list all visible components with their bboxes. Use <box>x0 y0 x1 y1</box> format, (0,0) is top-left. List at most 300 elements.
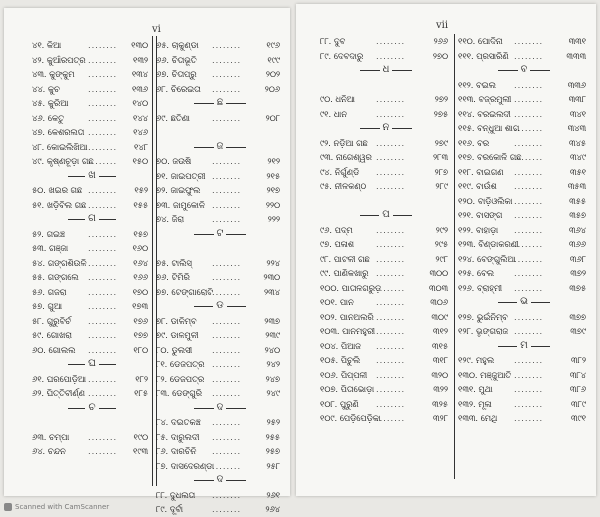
leader-dots: ........ <box>212 460 242 471</box>
entry-title: ୧୧୯. ବାଉଁଶ <box>458 181 497 191</box>
entry-page-number: ୨୧୫ <box>266 170 280 181</box>
leader-dots: ........ <box>212 54 242 65</box>
entry-page-number: ୨୩୪ <box>264 286 280 297</box>
entry-page-number: ୩୦୯ <box>431 311 448 322</box>
entry-page-number: ୨୩୭ <box>264 315 280 326</box>
entry-page-number: ୨୯୮ <box>435 253 448 264</box>
index-entry <box>32 140 152 155</box>
leader-dots: ........ <box>376 94 406 104</box>
leader-dots: ........ <box>88 301 118 311</box>
leader-dots: ........ <box>88 286 118 297</box>
index-entry <box>156 53 284 68</box>
index-entry <box>32 343 152 358</box>
entry-page-number: ୩୫୭ <box>569 210 586 220</box>
index-entry <box>458 382 590 397</box>
leader-dots: ........ <box>212 83 242 94</box>
entry-page-number: ୨୧୨ <box>267 156 280 166</box>
index-entry <box>458 397 590 412</box>
leader-dots: ........ <box>212 504 242 514</box>
leader-dots: ........ <box>212 315 242 326</box>
index-entry <box>156 343 284 358</box>
leader-dots: ........ <box>212 446 242 456</box>
leader-dots: ........ <box>514 239 544 249</box>
entry-page-number: ୨୦୬ <box>264 83 280 94</box>
leader-dots: ........ <box>88 272 118 282</box>
section-letter-divider <box>156 140 284 155</box>
index-entry <box>458 324 590 339</box>
entry-title: ୫୬. ଗଜରା <box>32 286 67 297</box>
leader-dots: ........ <box>88 199 118 210</box>
entry-title: ୧୨୮. ଭୃଙ୍ଗରାଜ <box>458 326 509 336</box>
index-entry <box>156 502 284 517</box>
index-entry <box>458 165 590 180</box>
index-entry <box>320 34 452 49</box>
index-entry <box>32 285 152 300</box>
entry-page-number: ୩୭୯ <box>570 326 586 336</box>
leader-dots: ........ <box>212 359 242 369</box>
entry-page-number: ୧୯୬ <box>266 40 280 50</box>
entry-page-number: ୧୬୬ <box>133 272 148 282</box>
entry-title: ୫୮. ଗୁରୁବିର୍ଚ <box>32 315 72 326</box>
leader-dots: ........ <box>514 311 544 322</box>
leader-dots: ........ <box>376 369 406 380</box>
entry-title: ୭୩. ଜାମୁକୋଳି <box>156 199 205 210</box>
index-entry <box>32 256 152 271</box>
index-entry <box>458 223 590 238</box>
entry-page-number: ୧୪୪ <box>133 112 148 123</box>
index-entry <box>458 208 590 223</box>
entry-title: ୧୩୨. ମୂଳା <box>458 398 492 409</box>
index-entry <box>320 237 452 252</box>
entry-title: ୮୬. ଦାରଚିନି <box>156 446 197 456</box>
entry-title: ୫୦. ଖଇର ଗଛ <box>32 185 83 195</box>
section-letter-divider <box>458 295 590 310</box>
leader-dots: ........ <box>514 326 544 336</box>
leader-dots: ........ <box>88 83 118 94</box>
index-entry <box>320 179 452 194</box>
entry-title: ୧୨୪. ବେଙ୍ଗୁଲିଆ <box>458 253 516 264</box>
leader-dots: ........ <box>376 239 406 249</box>
leader-dots: ........ <box>376 181 406 191</box>
entry-title: ୧୨୨. ବାହାଡ଼ା <box>458 224 499 235</box>
leader-dots: ........ <box>212 199 242 210</box>
entry-page-number: ୧୭୩ <box>132 301 148 311</box>
entry-title: ୪୧. କିଆ <box>32 40 62 50</box>
entry-title: ୭୮. ଡାଳିମ୍ବ <box>156 315 197 326</box>
entry-page-number: ୧୪୬ <box>133 127 148 137</box>
leader-dots: ........ <box>376 137 406 148</box>
entry-page-number: ୩୨୮ <box>433 413 448 423</box>
entry-title: ୭୫. ଟାଲିସ୍ <box>156 257 192 268</box>
index-entry <box>32 299 152 314</box>
leader-dots: ........ <box>376 268 406 278</box>
entry-title: ୧୧୭. ବରକୋଳି ଗଛ <box>458 152 522 162</box>
index-entry <box>156 198 284 213</box>
section-letter: ଘ <box>85 358 99 369</box>
leader-dots: ........ <box>212 69 242 79</box>
index-entry <box>320 136 452 151</box>
section-letter: ବ <box>518 64 531 75</box>
entry-title: ୧୦୧. ପାନ <box>320 297 354 307</box>
section-letter-divider <box>32 169 152 184</box>
section-letter-divider <box>320 63 452 78</box>
entry-title: ୪୩. କୁଙ୍କୁମ <box>32 69 75 79</box>
index-entry <box>458 150 590 165</box>
entry-title: ୫୯. ଗୋଖରା <box>32 330 72 340</box>
entry-title: ୬୪. ଚନ୍ଦନ <box>32 446 66 456</box>
entry-title: ୫୫. ଗଙ୍ଗଲେ <box>32 272 79 282</box>
leader-dots: ........ <box>514 398 544 409</box>
index-entry <box>156 212 284 227</box>
index-entry <box>156 314 284 329</box>
index-entry <box>458 237 590 252</box>
entry-page-number: ୩୧୨ <box>433 326 448 336</box>
index-entry <box>458 49 590 64</box>
entry-page-number: ୩୬୪ <box>568 224 586 235</box>
entry-title: ୬୩. ଚମ୍ପା <box>32 431 70 442</box>
entry-title: ୪୭. କେଶରଲତା <box>32 127 85 137</box>
entry-page-number: ୧୮୫ <box>134 388 148 398</box>
entry-page-number: ୨୨୦ <box>265 199 280 210</box>
leader-dots: ........ <box>212 170 242 181</box>
entry-page-number: ୨୪୦ <box>264 344 280 355</box>
section-letter: ଜ <box>214 141 227 152</box>
entry-page-number: ୨୯୨ <box>435 224 448 235</box>
entry-title: ୭୭. ଟେଙ୍ଗାରୋଟି <box>156 286 213 297</box>
entry-title: ୯୮. ପାଟଳୀ ଗଛ <box>320 253 370 264</box>
index-entry <box>156 415 284 430</box>
entry-title: ୧୧୩. ବଜ୍ରମୁଲୀ <box>458 94 512 104</box>
entry-title: ୯୩. ନାଗେଶ୍ୱର <box>320 152 372 162</box>
entry-page-number: ୩୭୨ <box>570 268 586 278</box>
entry-title: ୪୯. କୃଷ୍ଣଚୂଡ଼ା ଗଛ <box>32 156 94 166</box>
entry-title: ୧୨୯. ମହୁଲ <box>458 355 495 365</box>
entry-page-number: ୩୦୩ <box>428 282 448 293</box>
entry-page-number: ୨୬୪ <box>265 504 280 514</box>
index-entry <box>320 107 452 122</box>
entry-title: ୯୫. ନୀଳକଣ୍ଠ <box>320 181 367 191</box>
entry-title: ୮୭. ଦାସଦେରଣ୍ଡା <box>156 460 215 471</box>
index-entry <box>156 488 284 503</box>
leader-dots: ........ <box>514 79 544 90</box>
leader-dots: ........ <box>514 282 544 293</box>
leader-dots: ........ <box>212 40 242 50</box>
index-entry <box>458 281 590 296</box>
section-letter-divider <box>458 339 590 354</box>
leader-dots: ........ <box>514 137 544 148</box>
index-entry <box>320 397 452 412</box>
index-entry <box>320 310 452 325</box>
index-entry <box>156 357 284 372</box>
entry-title: ୧୦୭. ପିତାଭୋଡ଼ା <box>320 384 375 394</box>
index-entry <box>156 169 284 184</box>
entry-title: ୧୧୮. ବାଇଗଣ <box>458 166 504 177</box>
entry-title: ୧୨୧. ବାସଙ୍ଗ <box>458 210 503 220</box>
page-number: vii <box>436 20 449 31</box>
leader-dots: ........ <box>88 344 118 355</box>
index-entry <box>156 154 284 169</box>
leader-dots: ........ <box>88 228 118 239</box>
index-entry <box>458 179 590 194</box>
leader-dots: ........ <box>514 166 544 177</box>
leader-dots: ........ <box>212 185 242 195</box>
entry-title: ୪୪. କୁଚ <box>32 83 60 94</box>
entry-title: ୬୮. ଚିରେଇତା <box>156 83 201 94</box>
entry-page-number: ୩୨୨ <box>433 384 448 394</box>
index-entry <box>458 194 590 209</box>
section-letter-divider <box>156 227 284 242</box>
entry-page-number: ୧୬୪ <box>133 257 148 268</box>
entry-page-number: ୩୩୧ <box>568 36 586 46</box>
section-letter-divider <box>32 212 152 227</box>
index-entry <box>320 252 452 267</box>
index-entry <box>32 372 152 387</box>
section-letter: ଧ <box>380 64 393 75</box>
leader-dots: ........ <box>376 253 406 264</box>
entry-page-number: ୨୬୬ <box>433 36 448 46</box>
entry-page-number: ୨୩୦ <box>263 272 280 282</box>
leader-dots: ........ <box>376 311 406 322</box>
entry-page-number: ୧୫୭ <box>133 228 148 239</box>
leader-dots: ........ <box>514 152 544 162</box>
entry-title: ୧୨୫. ବେଲ <box>458 268 494 278</box>
entry-title: ୮୪. ଦଇତକଞ୍ଚ <box>156 417 201 427</box>
entry-title: ୧୧୧. ପ୍ରସାରିଣି <box>458 50 509 61</box>
entry-page-number: ୩୩୩ <box>566 50 586 61</box>
entry-title: ୮୩. ଡେଙ୍ଗୁରି <box>156 388 202 398</box>
right-page <box>296 4 596 496</box>
entry-page-number: ୨୪୭ <box>265 373 280 384</box>
index-entry <box>156 285 284 300</box>
leader-dots: ........ <box>212 344 242 355</box>
leader-dots: ........ <box>514 413 544 423</box>
section-letter-divider <box>156 299 284 314</box>
blank-row <box>32 415 152 430</box>
index-entry <box>32 270 152 285</box>
entry-title: ୧୨୩. ବିଣ୍ଡାକରଣୀ <box>458 239 519 249</box>
leader-dots: ........ <box>88 98 118 108</box>
section-letter: ଛ <box>214 97 226 108</box>
index-entry <box>32 96 152 111</box>
entry-page-number: ୩୨୫ <box>432 398 448 409</box>
index-entry <box>32 227 152 242</box>
entry-page-number: ୨୭୨ <box>434 94 448 104</box>
entry-title: ୯୦. ଧନିଆ <box>320 94 355 104</box>
leader-dots: ........ <box>88 330 118 340</box>
entry-page-number: ୨୩୯ <box>265 330 280 340</box>
leader-dots: ........ <box>212 214 242 224</box>
entry-page-number: ୩୬୬ <box>569 239 586 249</box>
entry-page-number: ୩୩୮ <box>568 94 586 104</box>
entry-title: ୧୦୫. ପିଚୁଲି <box>320 355 361 365</box>
entry-page-number: ୨୪୨ <box>266 359 280 369</box>
entry-title: ୧୧୪. ବରଇଲଦୀ <box>458 108 511 119</box>
entry-title: ୧୩୩. ମେଥି <box>458 413 498 423</box>
section-letter-divider <box>156 96 284 111</box>
index-entry <box>320 339 452 354</box>
leader-dots: ........ <box>212 489 242 500</box>
entry-page-number: ୩୭୫ <box>569 282 586 293</box>
entry-title: ୮୫. ଦାରୁଲଦୀ <box>156 431 200 442</box>
index-entry <box>458 252 590 267</box>
leader-dots: ........ <box>88 69 118 79</box>
index-entry <box>156 372 284 387</box>
entry-title: ୫୩. ଗଞ୍ଜା <box>32 243 69 253</box>
entry-title: ୭୦. ଜଉଷି <box>156 156 192 166</box>
index-entry <box>458 368 590 383</box>
index-entry <box>156 270 284 285</box>
leader-dots: ........ <box>88 388 118 398</box>
index-column <box>320 34 452 426</box>
leader-dots: ........ <box>514 36 544 46</box>
leader-dots: ........ <box>88 373 118 384</box>
blank-row <box>156 125 284 140</box>
leader-dots: ........ <box>514 195 544 206</box>
entry-title: ୧୨୬. ବ୍ରାହ୍ମୀ <box>458 282 503 293</box>
index-entry <box>320 411 452 426</box>
leader-dots: ........ <box>376 152 406 162</box>
entry-page-number: ୧୫୨ <box>134 185 148 195</box>
index-entry <box>156 386 284 401</box>
entry-title: ୬୧. ଘରପୋଡ଼ିଆ <box>32 373 86 384</box>
index-entry <box>320 324 452 339</box>
entry-page-number: ୩୪୩ <box>567 123 586 133</box>
index-column <box>32 38 152 459</box>
entry-title: ୮୨. ଡେଜପତ୍ର <box>156 373 205 384</box>
index-entry <box>156 256 284 271</box>
entry-page-number: ୨୭୯ <box>434 137 448 148</box>
entry-title: ୯୭. ପଳାଶ <box>320 239 354 249</box>
entry-title: ୭୨. ଜାଇଫୁଲ <box>156 185 201 195</box>
leader-dots: ........ <box>88 257 118 268</box>
entry-page-number: ୨୫୫ <box>265 431 280 442</box>
index-entry <box>458 310 590 325</box>
leader-dots: ........ <box>514 224 544 235</box>
entry-title: ୭୧. ଜାଇପତ୍ରୀ <box>156 170 206 181</box>
index-entry <box>458 92 590 107</box>
index-column <box>458 34 590 426</box>
entry-page-number: ୨୪୯ <box>266 388 280 398</box>
leader-dots: ........ <box>376 108 406 119</box>
index-entry <box>32 125 152 140</box>
entry-title: ୫୪. ଗଙ୍ଗଶିଉଳି <box>32 257 87 268</box>
leader-dots: ........ <box>514 123 544 133</box>
index-entry <box>320 49 452 64</box>
entry-page-number: ୩୫୩ <box>567 181 586 191</box>
entry-page-number: ୨୨୨ <box>267 214 280 224</box>
entry-page-number: ୧୬୦ <box>132 243 148 253</box>
leader-dots: ........ <box>376 413 406 423</box>
entry-page-number: ୨୫୭ <box>265 446 280 456</box>
section-letter-divider <box>156 401 284 416</box>
entry-title: ୪୮. କୋଇଲିଖିଆ <box>32 141 88 152</box>
index-entry <box>32 53 152 68</box>
entry-page-number: ୧୩୬ <box>131 83 148 94</box>
leader-dots: ........ <box>88 185 118 195</box>
index-entry <box>32 386 152 401</box>
index-entry <box>32 82 152 97</box>
index-entry <box>320 266 452 281</box>
leader-dots: ........ <box>514 369 544 380</box>
leader-dots: ........ <box>376 355 406 365</box>
section-letter: ଟ <box>214 228 227 239</box>
entry-title: ୮୮. ଦୁଧଲତା <box>156 489 196 500</box>
index-entry <box>32 183 152 198</box>
entry-page-number: ୨୧୭ <box>266 185 280 195</box>
entry-title: ୭୪. ଜିରା <box>156 214 185 224</box>
leader-dots: ........ <box>88 446 118 456</box>
entry-page-number: ୧୩୨ <box>133 54 148 65</box>
entry-page-number: ୨୦୮ <box>265 112 280 123</box>
entry-title: ୪୨. କୁଆଁରପତ୍ର <box>32 54 86 65</box>
scanner-watermark <box>4 503 109 511</box>
entry-title: ୧୦୪. ପିଆଜ <box>320 340 361 351</box>
entry-title: ୮୧. ଡେଜପତ୍ର <box>156 359 205 369</box>
leader-dots: ........ <box>88 141 118 152</box>
entry-title: ୧୧୦. ପୋଦିନା <box>458 36 503 46</box>
entry-title: ୬୫. ଚାକୁଣ୍ଡା <box>156 40 199 50</box>
leader-dots: ........ <box>212 112 242 123</box>
section-letter-divider <box>32 357 152 372</box>
index-entry <box>156 67 284 82</box>
section-letter: ଖ <box>85 170 98 181</box>
column-divider <box>454 34 455 479</box>
index-entry <box>156 111 284 126</box>
entry-title: ୧୨୦. ବାଡ଼ିଓଲିକା <box>458 195 513 206</box>
entry-title: ୧୦୮. ପୁରୁଣି <box>320 398 359 409</box>
section-letter-divider <box>32 401 152 416</box>
leader-dots: ........ <box>88 112 118 123</box>
leader-dots: ........ <box>212 272 242 282</box>
entry-title: ୧୩୦. ମଞ୍ଜୁଆତି <box>458 369 512 380</box>
leader-dots: ........ <box>212 388 242 398</box>
entry-title: ୧୧୨. ବଇଲ <box>458 79 496 90</box>
entry-page-number: ୩୧୫ <box>431 340 448 351</box>
entry-page-number: ୩୪୫ <box>568 137 586 148</box>
index-entry <box>32 67 152 82</box>
entry-page-number: ୨୫୨ <box>266 417 280 427</box>
index-entry <box>32 314 152 329</box>
index-entry <box>156 430 284 445</box>
index-entry <box>320 281 452 296</box>
entry-page-number: ୩୩୬ <box>567 79 586 90</box>
section-letter-divider <box>320 208 452 223</box>
leader-dots: ........ <box>212 373 242 384</box>
entry-page-number: ୩୮୨ <box>571 355 586 365</box>
index-entry <box>156 183 284 198</box>
entry-title: ୬୬. ଚିତାଭୂତି <box>156 54 197 65</box>
leader-dots: ........ <box>212 431 242 442</box>
entry-page-number: ୧୮୨ <box>135 373 148 384</box>
leader-dots: ........ <box>376 326 406 336</box>
index-entry <box>32 154 152 169</box>
entry-page-number: ୨୮୯ <box>435 181 448 191</box>
leader-dots: ........ <box>376 384 406 394</box>
leader-dots: ........ <box>514 94 544 104</box>
entry-page-number: ୩୪୯ <box>570 152 586 162</box>
index-entry <box>458 353 590 368</box>
leader-dots: ........ <box>514 108 544 119</box>
index-entry <box>458 78 590 93</box>
entry-title: ୧୧୬. ବର <box>458 137 490 148</box>
entry-page-number: ୩୮୪ <box>569 369 586 380</box>
entry-page-number: ୨୦୨ <box>265 69 280 79</box>
index-entry <box>320 382 452 397</box>
entry-title: ୫୧. ଖଡ଼ିବିଲ ଗଛ <box>32 199 87 210</box>
index-entry <box>458 107 590 122</box>
entry-page-number: ୧୫୫ <box>133 199 148 210</box>
section-letter-divider <box>458 63 590 78</box>
